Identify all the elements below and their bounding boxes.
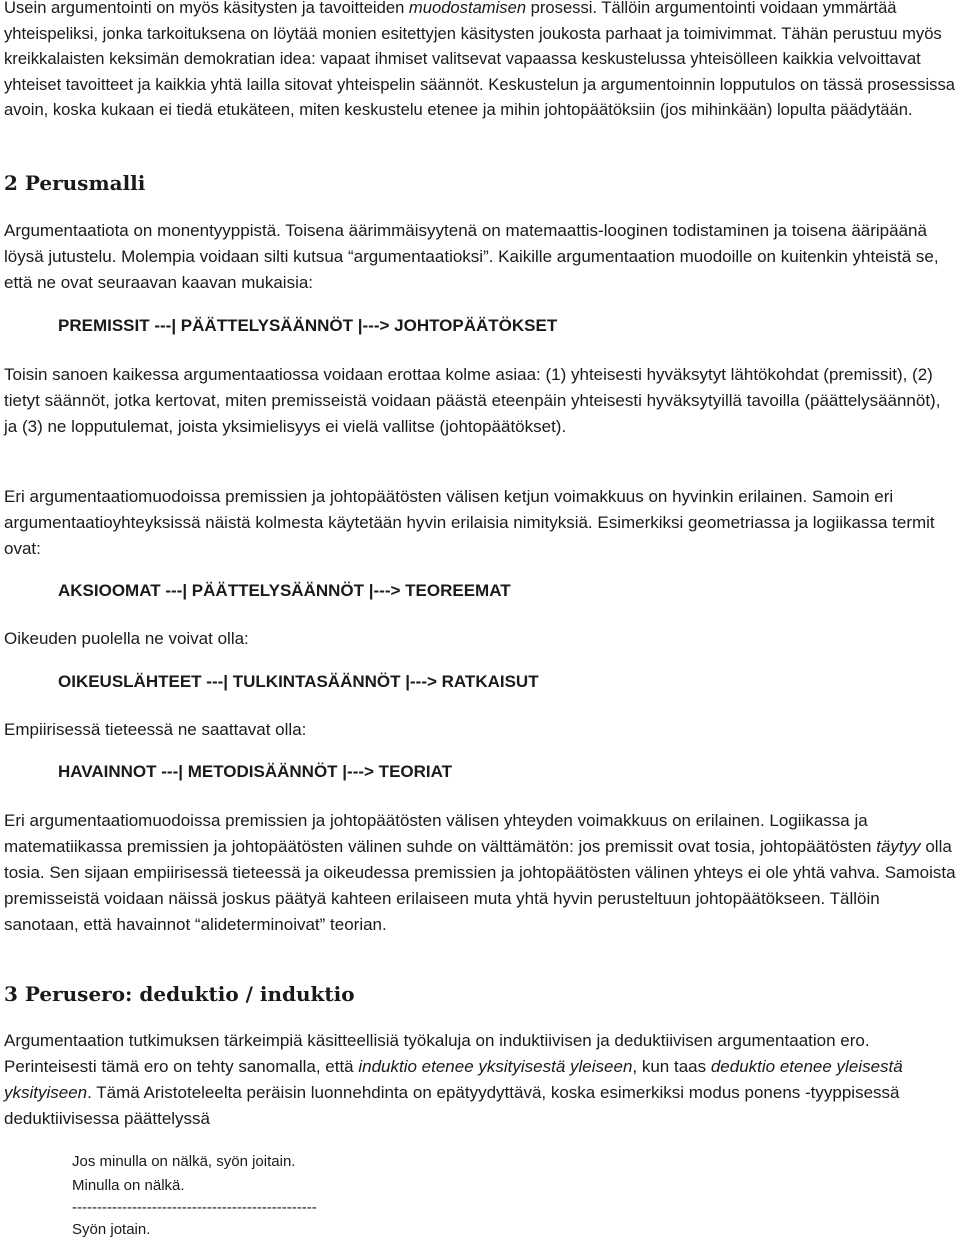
section3-paragraph <box>4 1028 956 1132</box>
emphasis: muodostamisen <box>408 0 527 17</box>
emphasis: induktio etenee yksityisestä yleiseen <box>358 1057 633 1076</box>
text-run: Usein argumentointi on myös käsitysten ja tavoitteiden <box>4 0 409 17</box>
schema-science: HAVAINNOT ---| METODISÄÄNNÖT |---> TEORIAT <box>58 762 453 781</box>
example-line: Minulla on nälkä. <box>72 1177 185 1194</box>
example-line: Jos minulla on nälkä, syön joitain. <box>72 1153 296 1170</box>
example-line: Syön jotain. <box>72 1221 151 1238</box>
text-run: Argumentaation tutkimuksen tärkeimpiä käsitteellisiä työkaluja on induktiivisen ja deduktiivisen argumentaation ero. Perinteisesti tämä ero on tehty sanomalla, että <box>4 1031 870 1076</box>
strength-paragraph <box>4 808 956 938</box>
example-separator: ------------------------------------------------- <box>72 1199 317 1216</box>
text-run: prosessi. Tällöin argumentointi voidaan ymmärtää yhteispeliksi, jonka tarkoituksena on löytää monien esitettyjen käsitysten joukosta parhaat ja toimivimmat. Tähän perustuu myös kreikkalaisten keksimän demokratian idea: vapaat ihmiset valitsevat vapaassa keskustelussa yhteisölleen kaikkia velvoittavat yhteiset tavoitteet ja kaikkia yhtä lailla sitovat yhteispelin säännöt. Keskustelun ja argumentoinnin lopputulos on tässä prosessissa avoin, koska kukaan ei tiedä etukäteen, miten keskustelu etenee ja mihin johtopäätöksiin (jos mihinkään) lopulta päädytään. <box>4 0 955 119</box>
section-heading-3: 3 Perusero: deduktio / induktio <box>4 982 355 1006</box>
emphasis: täytyy <box>876 837 921 856</box>
schema-main: PREMISSIT ---| PÄÄTTELYSÄÄNNÖT |---> JOHTOPÄÄTÖKSET <box>58 316 558 335</box>
schema-law: OIKEUSLÄHTEET ---| TULKINTASÄÄNNÖT |---> RATKAISUT <box>58 672 539 691</box>
emphasis: deduktio etenee yleisestä yksityiseen <box>4 1057 903 1102</box>
text-run: . Tämä Aristoteleelta peräisin luonnehdinta on epätyydyttävä, koska esimerkiksi modus ponens -tyyppisessä deduktiivisessa päättelyssä <box>4 1083 900 1128</box>
schema-explanation-paragraph: Toisin sanoen kaikessa argumentaatiossa voidaan erottaa kolme asiaa: (1) yhteisesti hyväksytyt lähtökohdat (premissit), (2) tietyt säännöt, jotka kertovat, miten premisseistä voidaan päästä eteenpäin yhteisesti hyväksytyillä tavoilla (päättelysäännöt), ja (3) ne lopputulemat, joista yksimielisyys ei vielä vallitse (johtopäätökset). <box>4 365 941 436</box>
text-run: , kun taas <box>632 1057 711 1076</box>
section2-intro-paragraph: Argumentaatiota on monentyyppistä. Toisena äärimmäisyytenä on matemaattis-looginen todistaminen ja toisena ääripäänä löysä jutustelu. Molempia voidaan silti kutsua “argumentaatioksi”. Kaikille argumentaation muodoille on kuitenkin yhteistä se, että ne ovat seuraavan kaavan mukaisia: <box>4 221 939 292</box>
intro-paragraph <box>4 0 956 123</box>
text-run: Eri argumentaatiomuodoissa premissien ja johtopäätösten välisen yhteyden voimakkuus on erilainen. Logiikassa ja matematiikassa premissien ja johtopäätösten välinen suhde on välttämätön: jos premissit ovat tosia, johtopäätösten <box>4 811 877 856</box>
science-intro: Empiirisessä tieteessä ne saattavat olla: <box>4 720 307 739</box>
text-run: olla tosia. Sen sijaan empiirisessä tieteessä ja oikeudessa premissien ja johtopäätösten välinen yhteys ei ole yhtä vahva. Samoista premisseistä voidaan näissä joskus päätyä kahteen erilaiseen muta yhtä hyvin perusteltuun johtopäätökseen. Tällöin sanotaan, että havainnot “alideterminoivat” teorian. <box>4 837 956 934</box>
section-heading-2: 2 Perusmalli <box>4 171 146 195</box>
schema-geometry: AKSIOOMAT ---| PÄÄTTELYSÄÄNNÖT |---> TEOREEMAT <box>58 581 511 600</box>
variation-paragraph: Eri argumentaatiomuodoissa premissien ja johtopäätösten välisen ketjun voimakkuus on hyvinkin erilainen. Samoin eri argumentaatioyhteyksissä näistä kolmesta käytetään hyvin erilaisia nimityksiä. Esimerkiksi geometriassa ja logiikassa termit ovat: <box>4 487 935 558</box>
law-intro: Oikeuden puolella ne voivat olla: <box>4 629 249 648</box>
modus-ponens-example <box>72 1150 317 1242</box>
